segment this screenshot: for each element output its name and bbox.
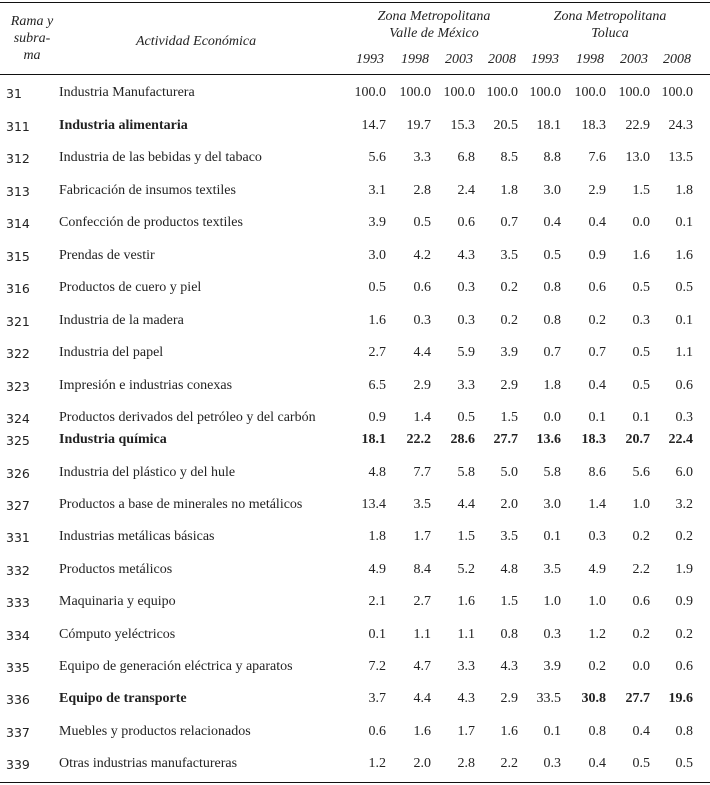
row-value: 1.6	[632, 248, 650, 263]
row-value: 0.4	[632, 724, 650, 739]
row-value: 100.0	[354, 85, 386, 100]
row-value: 0.4	[588, 756, 606, 771]
row-value: 4.4	[413, 345, 431, 360]
zone-header-line: Zona Metropolitana	[553, 9, 667, 24]
row-value: 1.5	[500, 410, 518, 425]
row-value: 0.5	[632, 280, 650, 295]
row-value: 7.6	[588, 150, 606, 165]
row-value: 0.6	[368, 724, 386, 739]
row-value: 4.3	[500, 659, 518, 674]
row-value: 3.0	[368, 248, 386, 263]
row-value: 1.8	[543, 378, 561, 393]
row-value: 1.4	[413, 410, 431, 425]
row-value: 0.2	[675, 627, 693, 642]
row-activity: Maquinaria y equipo	[59, 594, 176, 609]
table-row	[0, 214, 710, 234]
row-value: 0.4	[543, 215, 561, 230]
row-value: 4.4	[413, 691, 431, 706]
row-value: 0.1	[675, 215, 693, 230]
row-code: 321	[6, 314, 30, 329]
row-value: 0.8	[675, 724, 693, 739]
table-row	[0, 496, 710, 516]
row-value: 1.9	[675, 562, 693, 577]
year-header: 2003	[445, 52, 473, 67]
row-value: 1.6	[457, 594, 475, 609]
row-value: 2.2	[632, 562, 650, 577]
row-value: 6.0	[675, 465, 693, 480]
row-value: 0.5	[413, 215, 431, 230]
row-code: 316	[6, 281, 30, 296]
row-value: 2.8	[413, 183, 431, 198]
row-value: 2.1	[368, 594, 386, 609]
row-value: 0.0	[632, 215, 650, 230]
row-value: 2.2	[500, 756, 518, 771]
row-value: 27.7	[625, 691, 650, 706]
table-row	[0, 279, 710, 299]
row-value: 3.5	[543, 562, 561, 577]
table-row	[0, 755, 710, 775]
row-value: 0.3	[543, 756, 561, 771]
row-value: 19.6	[668, 691, 693, 706]
row-value: 1.0	[632, 497, 650, 512]
row-value: 0.2	[588, 313, 606, 328]
row-value: 0.5	[632, 378, 650, 393]
row-value: 3.9	[500, 345, 518, 360]
row-activity: Industrias metálicas básicas	[59, 529, 215, 544]
rama-header-line: Rama y	[10, 14, 54, 29]
year-header: 1993	[356, 52, 384, 67]
row-value: 2.0	[413, 756, 431, 771]
row-value: 0.8	[588, 724, 606, 739]
row-value: 0.2	[500, 280, 518, 295]
row-code: 327	[6, 498, 30, 513]
row-value: 2.9	[500, 691, 518, 706]
row-value: 0.3	[457, 280, 475, 295]
row-value: 19.7	[406, 118, 431, 133]
table-row	[0, 84, 710, 104]
row-value: 0.5	[543, 248, 561, 263]
year-header: 1998	[401, 52, 429, 67]
row-activity: Productos derivados del petróleo y del carbón	[59, 410, 316, 425]
row-code: 315	[6, 249, 30, 264]
table-row	[0, 312, 710, 332]
row-value: 1.5	[500, 594, 518, 609]
row-value: 1.6	[500, 724, 518, 739]
row-value: 4.9	[368, 562, 386, 577]
row-value: 1.7	[457, 724, 475, 739]
row-value: 1.0	[543, 594, 561, 609]
table-row	[0, 723, 710, 743]
row-value: 5.0	[500, 465, 518, 480]
row-value: 0.5	[632, 345, 650, 360]
row-value: 1.8	[675, 183, 693, 198]
row-value: 3.5	[500, 248, 518, 263]
row-value: 0.3	[632, 313, 650, 328]
row-code: 337	[6, 725, 30, 740]
row-code: 326	[6, 466, 30, 481]
row-activity: Industria de las bebidas y del tabaco	[59, 150, 262, 165]
table-row	[0, 344, 710, 364]
row-value: 5.6	[632, 465, 650, 480]
row-value: 3.9	[368, 215, 386, 230]
row-value: 5.2	[457, 562, 475, 577]
table-row	[0, 593, 710, 613]
row-activity: Productos de cuero y piel	[59, 280, 202, 295]
row-value: 5.9	[457, 345, 475, 360]
row-value: 4.2	[413, 248, 431, 263]
table-row	[0, 149, 710, 169]
row-value: 0.1	[543, 724, 561, 739]
table-row	[0, 117, 710, 137]
row-value: 1.0	[588, 594, 606, 609]
row-value: 13.6	[536, 432, 561, 447]
row-value: 1.6	[368, 313, 386, 328]
row-value: 27.7	[493, 432, 518, 447]
row-activity: Equipo de transporte	[59, 691, 187, 706]
row-activity: Cómputo yeléctricos	[59, 627, 176, 642]
row-value: 5.8	[543, 465, 561, 480]
row-value: 0.1	[368, 627, 386, 642]
row-value: 3.1	[368, 183, 386, 198]
row-activity: Productos a base de minerales no metálicos	[59, 497, 303, 512]
rama-header	[6, 13, 58, 64]
row-value: 8.6	[588, 465, 606, 480]
row-value: 30.8	[581, 691, 606, 706]
row-value: 0.3	[588, 529, 606, 544]
row-value: 4.3	[457, 691, 475, 706]
row-value: 2.0	[500, 497, 518, 512]
year-header: 1998	[576, 52, 604, 67]
row-value: 4.4	[457, 497, 475, 512]
table-row	[0, 658, 710, 678]
table-row	[0, 626, 710, 646]
row-value: 0.8	[543, 280, 561, 295]
row-value: 100.0	[618, 85, 650, 100]
row-value: 2.4	[457, 183, 475, 198]
row-value: 0.0	[632, 659, 650, 674]
row-value: 1.4	[588, 497, 606, 512]
row-value: 0.6	[675, 378, 693, 393]
row-value: 0.1	[543, 529, 561, 544]
row-value: 5.8	[457, 465, 475, 480]
year-header: 2008	[663, 52, 691, 67]
row-value: 8.4	[413, 562, 431, 577]
row-value: 22.4	[668, 432, 693, 447]
row-value: 1.1	[457, 627, 475, 642]
row-activity: Industria Manufacturera	[59, 85, 195, 100]
row-code: 336	[6, 692, 30, 707]
bottom-rule	[0, 782, 710, 783]
row-value: 18.3	[581, 118, 606, 133]
row-value: 3.9	[543, 659, 561, 674]
table-row	[0, 182, 710, 202]
row-value: 4.9	[588, 562, 606, 577]
row-value: 3.5	[500, 529, 518, 544]
row-activity: Fabricación de insumos textiles	[59, 183, 236, 198]
row-value: 0.2	[588, 659, 606, 674]
row-value: 0.6	[675, 659, 693, 674]
row-value: 1.6	[413, 724, 431, 739]
zone-header-line: Toluca	[591, 26, 629, 41]
row-activity: Industria del plástico y del hule	[59, 465, 236, 480]
row-value: 7.2	[368, 659, 386, 674]
row-code: 323	[6, 379, 30, 394]
row-value: 2.7	[368, 345, 386, 360]
row-value: 0.5	[675, 756, 693, 771]
row-activity: Muebles y productos relacionados	[59, 724, 251, 739]
row-value: 15.3	[450, 118, 475, 133]
row-value: 0.1	[675, 313, 693, 328]
row-value: 5.6	[368, 150, 386, 165]
row-code: 314	[6, 216, 30, 231]
row-code: 311	[6, 119, 30, 134]
row-value: 0.2	[675, 529, 693, 544]
row-code: 31	[6, 86, 22, 101]
row-value: 4.8	[500, 562, 518, 577]
row-value: 3.5	[413, 497, 431, 512]
table-row	[0, 409, 710, 429]
row-value: 0.4	[588, 378, 606, 393]
row-activity: Otras industrias manufactureras	[59, 756, 238, 771]
row-value: 3.7	[368, 691, 386, 706]
row-value: 0.8	[543, 313, 561, 328]
row-value: 6.8	[457, 150, 475, 165]
row-value: 0.1	[632, 410, 650, 425]
row-activity: Productos metálicos	[59, 562, 173, 577]
row-value: 3.3	[457, 659, 475, 674]
zone-toluca-header	[528, 8, 692, 42]
row-value: 4.7	[413, 659, 431, 674]
row-value: 1.8	[368, 529, 386, 544]
row-value: 2.9	[588, 183, 606, 198]
year-header: 2003	[620, 52, 648, 67]
row-value: 28.6	[450, 432, 475, 447]
row-value: 0.5	[368, 280, 386, 295]
row-code: 313	[6, 184, 30, 199]
row-value: 1.5	[457, 529, 475, 544]
row-value: 1.2	[588, 627, 606, 642]
row-value: 100.0	[574, 85, 606, 100]
row-value: 18.1	[536, 118, 561, 133]
table-row	[0, 561, 710, 581]
row-value: 100.0	[443, 85, 475, 100]
row-value: 13.0	[625, 150, 650, 165]
activity-header: Actividad Económica	[136, 34, 257, 49]
row-value: 100.0	[399, 85, 431, 100]
row-code: 333	[6, 595, 30, 610]
row-value: 0.5	[675, 280, 693, 295]
row-value: 0.2	[632, 529, 650, 544]
row-value: 100.0	[486, 85, 518, 100]
row-code: 339	[6, 757, 30, 772]
table-row	[0, 431, 710, 451]
header-rule	[0, 74, 710, 75]
row-value: 1.8	[500, 183, 518, 198]
row-value: 3.0	[543, 497, 561, 512]
row-value: 22.2	[406, 432, 431, 447]
table-row	[0, 247, 710, 267]
row-code: 332	[6, 563, 30, 578]
row-value: 0.1	[588, 410, 606, 425]
row-value: 3.3	[457, 378, 475, 393]
row-value: 0.6	[632, 594, 650, 609]
row-activity: Industria de la madera	[59, 313, 184, 328]
row-value: 0.3	[457, 313, 475, 328]
year-header: 2008	[488, 52, 516, 67]
rama-header-line: subra-	[13, 31, 51, 46]
row-value: 4.8	[368, 465, 386, 480]
row-value: 100.0	[529, 85, 561, 100]
row-value: 8.8	[543, 150, 561, 165]
row-value: 1.7	[413, 529, 431, 544]
table-row	[0, 528, 710, 548]
row-value: 4.3	[457, 248, 475, 263]
row-value: 0.7	[543, 345, 561, 360]
row-value: 0.9	[588, 248, 606, 263]
row-value: 0.3	[413, 313, 431, 328]
row-code: 334	[6, 628, 30, 643]
row-activity: Impresión e industrias conexas	[59, 378, 233, 393]
row-value: 18.1	[361, 432, 386, 447]
row-value: 8.5	[500, 150, 518, 165]
row-value: 0.9	[675, 594, 693, 609]
zone-valle-header	[352, 8, 516, 42]
row-value: 3.3	[413, 150, 431, 165]
row-value: 2.7	[413, 594, 431, 609]
row-activity: Industria alimentaria	[59, 118, 188, 133]
row-code: 335	[6, 660, 30, 675]
row-value: 0.3	[675, 410, 693, 425]
row-value: 1.1	[675, 345, 693, 360]
row-code: 325	[6, 433, 30, 448]
row-value: 20.5	[493, 118, 518, 133]
row-value: 1.5	[632, 183, 650, 198]
row-value: 0.7	[500, 215, 518, 230]
row-value: 0.6	[457, 215, 475, 230]
row-value: 14.7	[361, 118, 386, 133]
year-header: 1993	[531, 52, 559, 67]
row-code: 324	[6, 411, 30, 426]
row-value: 1.6	[675, 248, 693, 263]
row-value: 22.9	[625, 118, 650, 133]
row-value: 1.2	[368, 756, 386, 771]
row-value: 13.5	[668, 150, 693, 165]
table-row	[0, 377, 710, 397]
row-value: 2.9	[413, 378, 431, 393]
row-value: 0.6	[413, 280, 431, 295]
row-value: 0.2	[632, 627, 650, 642]
row-value: 2.9	[500, 378, 518, 393]
row-value: 1.1	[413, 627, 431, 642]
row-value: 0.3	[543, 627, 561, 642]
row-value: 24.3	[668, 118, 693, 133]
row-value: 0.7	[588, 345, 606, 360]
table-row	[0, 464, 710, 484]
row-activity: Prendas de vestir	[59, 248, 155, 263]
zone-header-line: Valle de México	[389, 26, 479, 41]
row-value: 0.4	[588, 215, 606, 230]
row-value: 13.4	[361, 497, 386, 512]
row-value: 0.6	[588, 280, 606, 295]
row-value: 0.5	[457, 410, 475, 425]
row-value: 33.5	[536, 691, 561, 706]
row-activity: Confección de productos textiles	[59, 215, 243, 230]
row-code: 331	[6, 530, 30, 545]
rama-header-line: ma	[23, 48, 41, 63]
row-value: 0.8	[500, 627, 518, 642]
row-value: 18.3	[581, 432, 606, 447]
row-value: 6.5	[368, 378, 386, 393]
row-value: 0.2	[500, 313, 518, 328]
zone-header-line: Zona Metropolitana	[377, 9, 491, 24]
row-value: 0.9	[368, 410, 386, 425]
top-rule	[0, 2, 710, 3]
row-value: 0.0	[543, 410, 561, 425]
row-value: 3.2	[675, 497, 693, 512]
row-value: 3.0	[543, 183, 561, 198]
row-code: 322	[6, 346, 30, 361]
row-activity: Equipo de generación eléctrica y aparatos	[59, 659, 293, 674]
row-value: 100.0	[661, 85, 693, 100]
table-row	[0, 690, 710, 710]
row-activity: Industria química	[59, 432, 167, 447]
row-value: 7.7	[413, 465, 431, 480]
row-value: 0.5	[632, 756, 650, 771]
row-activity: Industria del papel	[59, 345, 164, 360]
row-value: 20.7	[625, 432, 650, 447]
row-value: 2.8	[457, 756, 475, 771]
row-code: 312	[6, 151, 30, 166]
